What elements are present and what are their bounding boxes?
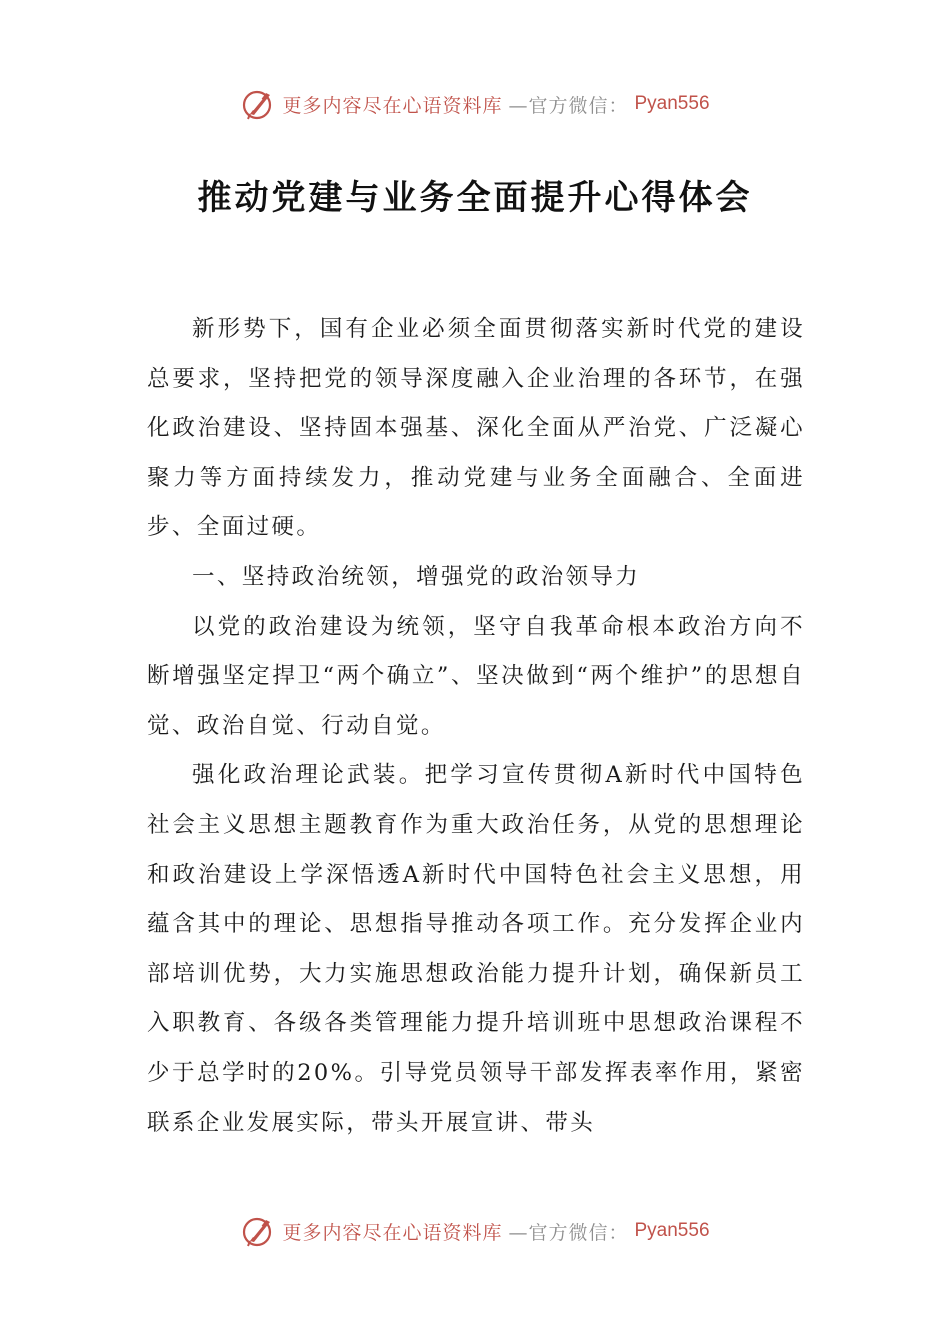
banner-sub-text: —官方微信：	[508, 1221, 629, 1244]
quill-pen-circle-icon	[240, 1213, 276, 1249]
banner-wechat-id: Pyan556	[634, 93, 710, 114]
banner-main-text: 更多内容尽在心语资料库	[282, 1221, 503, 1244]
footer-banner	[0, 1211, 950, 1251]
paragraph-section-lead: 以党的政治建设为统领，坚守自我革命根本政治方向不断增强坚定捍卫“两个确立”、坚决做到“两个维护”的思想自觉、政治自觉、行动自觉。	[147, 613, 805, 739]
banner-main-text: 更多内容尽在心语资料库	[282, 94, 503, 117]
header-banner	[0, 84, 950, 124]
banner-sub-text: —官方微信：	[508, 94, 629, 117]
document-body	[147, 305, 805, 1148]
paragraph-theory-study: 强化政治理论武装。把学习宣传贯彻A新时代中国特色社会主义思想主题教育作为重大政治任务，从党的思想理论和政治建设上学深悟透A新时代中国特色社会主义思想，用蕴含其中的理论、思想指导推动各项工作。充分发挥企业内部培训优势，大力实施思想政治能力提升计划，确保新员工入职教育、各级各类管理能力提升培训班中思想政治课程不少于总学时的20%。引导党员领导干部发挥表率作用，紧密联系企业发展实际，带头开展宣讲、带头	[147, 762, 805, 1136]
quill-pen-circle-icon	[240, 86, 276, 122]
banner-wechat-id: Pyan556	[634, 1220, 710, 1241]
section-heading: 一、坚持政治统领，增强党的政治领导力	[192, 563, 641, 590]
paragraph-intro: 新形势下，国有企业必须全面贯彻落实新时代党的建设总要求，坚持把党的领导深度融入企业治理的各环节，在强化政治建设、坚持固本强基、深化全面从严治党、广泛凝心聚力等方面持续发力，推动党建与业务全面融合、全面进步、全面过硬。	[147, 316, 805, 541]
document-title: 推动党建与业务全面提升心得体会	[197, 178, 753, 218]
